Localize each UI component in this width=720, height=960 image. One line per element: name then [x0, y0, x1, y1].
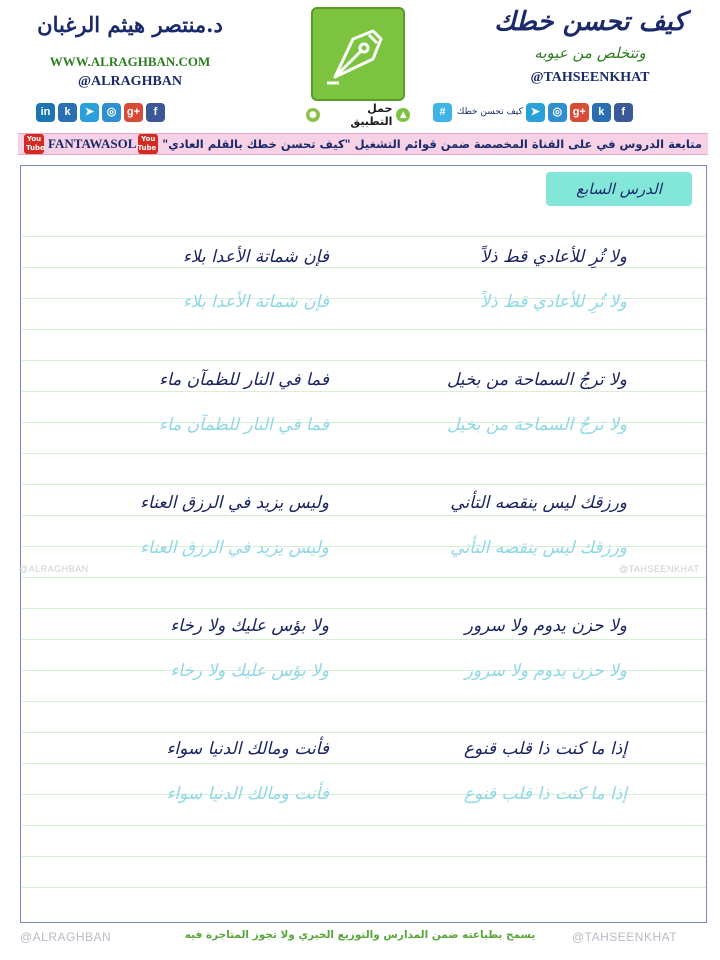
- telegram-icon[interactable]: ➤: [526, 103, 545, 122]
- author-brand: [30, 6, 230, 90]
- verse-left-hemistich: فأنت ومالك الدنيا سواء: [166, 739, 329, 759]
- banner-message: متابعة الدروس في على القناة المخصصة ضمن قوائم التشغيل "كيف تحسن خطك بالقلم العادي": [162, 137, 702, 151]
- ruled-line: [22, 236, 706, 237]
- page-header: [0, 0, 720, 130]
- verse-right-hemistich: ورزقك ليس ينقصه التأني: [450, 493, 627, 513]
- verse-left-hemistich: وليس يزيد في الرزق العناء: [140, 493, 329, 513]
- lesson-title: الدرس السابع: [546, 172, 692, 206]
- ruled-line: [22, 577, 706, 578]
- ruled-line: [22, 825, 706, 826]
- trace-verse-left-hemistich: فأنت ومالك الدنيا سواء: [166, 784, 329, 804]
- apple-icon[interactable]: ●: [306, 108, 320, 122]
- trace-verse-right-hemistich: ولا تُرِ للأعادي قط ذلاً: [480, 292, 627, 312]
- playlist-banner: [18, 133, 708, 155]
- usage-note: يسمح بطباعته ضمن المدارس والتوزيع الخيري ولا تجوز المتاجرة فيه: [184, 929, 536, 941]
- course-mini-handle: كيف تحسن خطك: [457, 107, 523, 117]
- verse-left-hemistich: فإن شماتة الأعدا بلاء: [182, 247, 329, 267]
- watermark-left: @ALRAGHBAN: [19, 564, 89, 574]
- youtube-icon[interactable]: You Tube: [137, 135, 157, 152]
- watermark-right: @TAHSEENKHAT: [619, 564, 700, 574]
- course-subtitle: وتتخلص من عيوبه: [534, 44, 646, 62]
- course-brand: [490, 4, 690, 86]
- trace-verse-left-hemistich: فما في النار للظمآن ماء: [159, 415, 329, 435]
- verse-right-hemistich: إذا ما كنت ذا قلب قنوع: [463, 739, 627, 759]
- trace-verse-left-hemistich: ولا بؤس عليك ولا رخاء: [170, 661, 329, 681]
- ruled-line: [22, 608, 706, 609]
- trace-verse-right-hemistich: ولا حزن يدوم ولا سرور: [464, 661, 627, 681]
- download-app-label: حمل التطبيق: [350, 102, 393, 128]
- verse-left-hemistich: فما في النار للظمآن ماء: [159, 370, 329, 390]
- author-name: د.منتصر هيثم الرغبان: [37, 12, 223, 37]
- course-handle: @TAHSEENKHAT: [530, 70, 650, 85]
- trace-verse-right-hemistich: ولا ترجُ السماحة من بخيل: [446, 415, 627, 435]
- telegram-icon[interactable]: ➤: [80, 103, 99, 122]
- footer-right-handle: @TAHSEENKHAT: [572, 930, 678, 944]
- banner-message-wrap: [138, 134, 702, 154]
- youtube-icon[interactable]: You Tube: [26, 135, 45, 152]
- facebook-icon[interactable]: f: [614, 103, 633, 122]
- verse-left-hemistich: ولا بؤس عليك ولا رخاء: [170, 616, 329, 636]
- fountain-pen-nib-icon[interactable]: [311, 7, 405, 101]
- course-social-links: [433, 103, 633, 122]
- k-icon[interactable]: k: [592, 103, 611, 122]
- footer-left-handle: @ALRAGHBAN: [20, 930, 112, 944]
- channel-link[interactable]: [24, 134, 136, 154]
- ruled-line: [22, 887, 706, 888]
- android-icon[interactable]: ▲: [396, 108, 410, 122]
- trace-verse-right-hemistich: ورزقك ليس ينقصه التأني: [450, 538, 627, 558]
- k-icon[interactable]: k: [58, 103, 77, 122]
- ruled-line: [22, 732, 706, 733]
- ruled-line: [22, 453, 706, 454]
- course-title: كيف تحسن خطك: [494, 7, 686, 37]
- verse-right-hemistich: ولا ترجُ السماحة من بخيل: [446, 370, 627, 390]
- author-website[interactable]: WWW.ALRAGHBAN.COM: [49, 54, 211, 69]
- ruled-line: [22, 484, 706, 485]
- practice-sheet: [20, 165, 707, 923]
- google-plus-icon[interactable]: g+: [570, 103, 589, 122]
- instagram-icon[interactable]: ◎: [102, 103, 121, 122]
- download-app-link[interactable]: [306, 102, 410, 128]
- google-plus-icon[interactable]: g+: [124, 103, 143, 122]
- instagram-icon[interactable]: ◎: [548, 103, 567, 122]
- author-social-links: [36, 103, 165, 122]
- trace-verse-right-hemistich: إذا ما كنت ذا قلب قنوع: [463, 784, 627, 804]
- facebook-icon[interactable]: f: [146, 103, 165, 122]
- trace-verse-left-hemistich: فإن شماتة الأعدا بلاء: [182, 292, 329, 312]
- ruled-line: [22, 856, 706, 857]
- channel-name[interactable]: FANTAWASOL: [48, 136, 137, 151]
- verse-right-hemistich: ولا حزن يدوم ولا سرور: [464, 616, 627, 636]
- verse-right-hemistich: ولا تُرِ للأعادي قط ذلاً: [480, 247, 627, 267]
- author-handle: @ALRAGHBAN: [77, 74, 183, 89]
- ruled-line: [22, 701, 706, 702]
- hashtag-icon[interactable]: #: [433, 103, 452, 122]
- ruled-line: [22, 329, 706, 330]
- trace-verse-left-hemistich: وليس يزيد في الرزق العناء: [140, 538, 329, 558]
- linkedin-icon[interactable]: in: [36, 103, 55, 122]
- ruled-line: [22, 360, 706, 361]
